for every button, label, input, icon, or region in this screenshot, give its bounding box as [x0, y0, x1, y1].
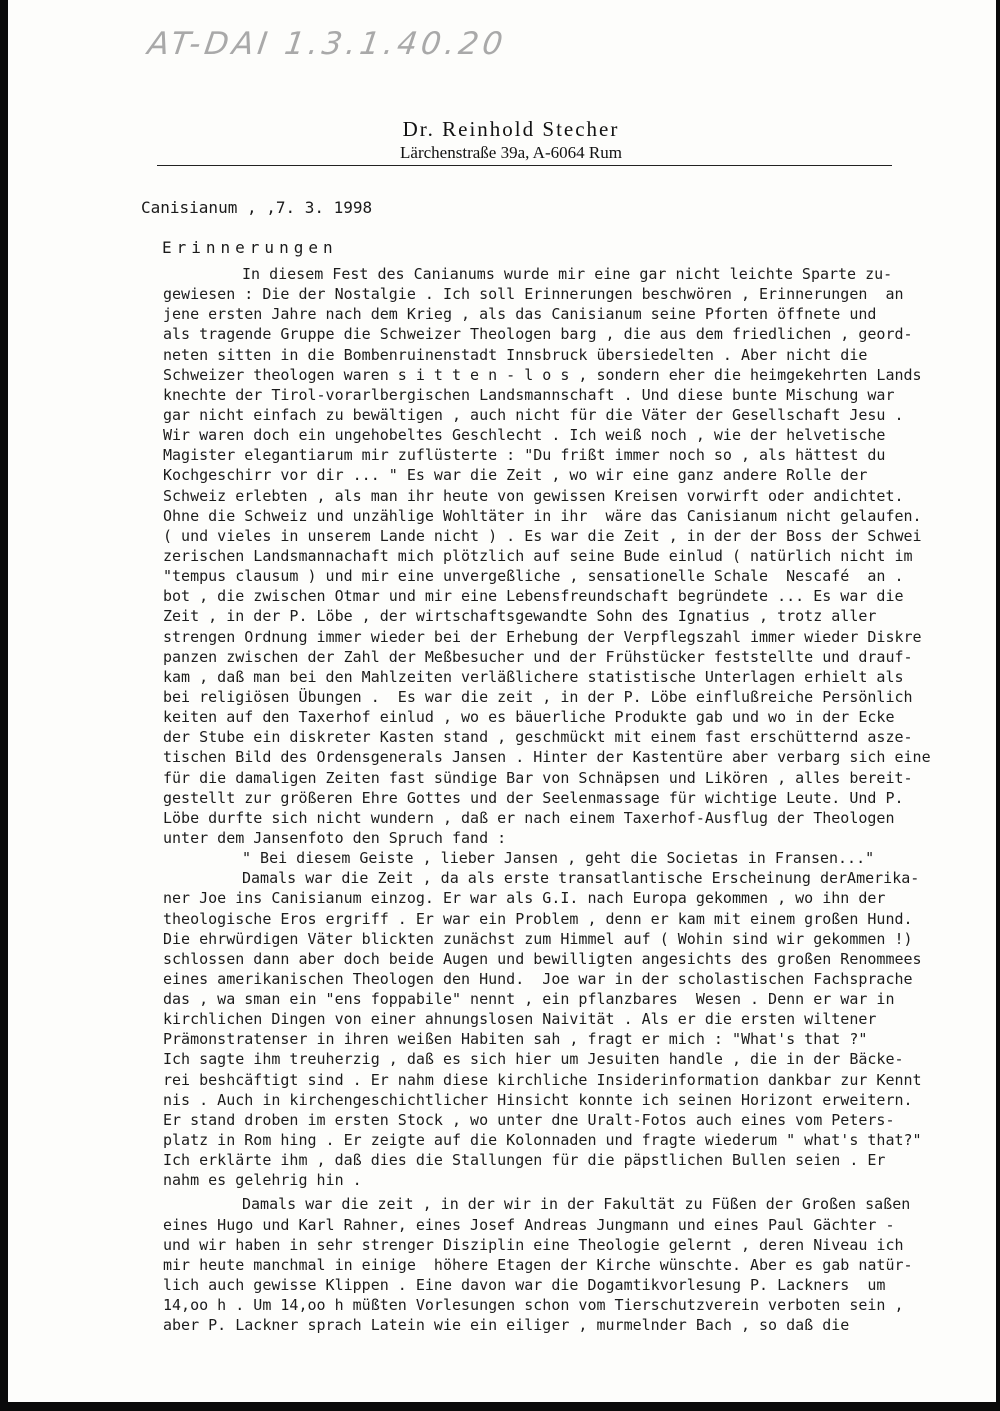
text-line: theologische Eros ergriff . Er war ein Problem , denn er kam mit einem großen Hund. [163, 909, 913, 928]
text-line: nis . Auch in kirchengeschichtlicher Hinsicht konnte ich seinen Horizont erweitern. [163, 1090, 913, 1109]
text-line: 14,oo h . Um 14,oo h müßten Vorlesungen schon vom Tierschutzverein verboten sein , [163, 1296, 904, 1315]
text-line: als tragende Gruppe die Schweizer Theologen barg , die aus dem friedlichen , geord- [163, 325, 913, 344]
text-line: bei religiösen Übungen . Es war die zeit , in der P. Löbe einflußreiche Persönlich [163, 687, 913, 706]
letterhead-address: Lärchenstraße 39a, A-6064 Rum [400, 143, 622, 162]
text-line: Löbe durfte sich nicht wundern , daß er nach einem Taxerhof-Ausflug der Theologen [163, 808, 895, 827]
text-line: schlossen dann aber doch beide Augen und bewilligten angesichts des großen Renommees [163, 949, 922, 968]
text-line: neten sitten in die Bombenruinenstadt Innsbruck übersiedelten . Aber nicht die [163, 345, 868, 364]
dateline: Canisianum , ,7. 3. 1998 [141, 198, 373, 217]
text-line: Magister elegantiarum mir zuflüsterte : "Du frißt immer noch so , als hättest du [163, 446, 886, 465]
text-line: Prämonstratenser in ihren weißen Habiten sah , fragt er mich : "What's that ?" [163, 1030, 868, 1049]
text-line: gewiesen : Die der Nostalgie . Ich soll Erinnerungen beschwören , Erinnerungen an [163, 285, 904, 304]
text-line: und wir haben in sehr strenger Disziplin eine Theologie gelernt , deren Niveau ich [163, 1235, 904, 1254]
text-line: für die damaligen Zeiten fast sündige Bar von Schnäpsen und Likören , alles bereit- [163, 768, 913, 787]
text-line: zerischen Landsmannachaft mich plötzlich auf seine Bude einlud ( natürlich nicht im [163, 546, 913, 565]
text-line: knechte der Tirol-vorarlbergischen Landsmannschaft . Und diese bunte Mischung war [163, 385, 895, 404]
document-heading: Erinnerungen [162, 238, 338, 257]
text-line: strengen Ordnung immer wieder bei der Erhebung der Verpflegszahl immer wieder Diskre [163, 627, 922, 646]
letterhead [0, 116, 1000, 164]
text-line: Kochgeschirr vor dir ... " Es war die Zeit , wo wir eine ganz andere Rolle der [163, 466, 868, 485]
text-line: ( und vieles in unserem Lande nicht ) . Es war die Zeit , in der der Boss der Schwei [163, 526, 922, 545]
text-line: Zeit , in der P. Löbe , der wirtschaftsgewandte Sohn des Ignatius , trotz aller [163, 607, 877, 626]
letterhead-name: Dr. Reinhold Stecher [402, 117, 620, 141]
text-line: Er stand droben im ersten Stock , wo unter dne Uralt-Fotos auch eines vom Peters- [163, 1110, 895, 1129]
text-line: "tempus clausum ) und mir eine unvergeßliche , sensationelle Schale Nescafé an . [163, 567, 904, 586]
text-line: gestellt zur größeren Ehre Gottes und der Seelenmassage für wichtige Leute. Und P. [163, 788, 904, 807]
text-line: Ich sagte ihm treuherzig , daß es sich hier um Jesuiten handle , die in der Bäcke- [163, 1050, 904, 1069]
text-line: Damals war die zeit , in der wir in der Fakultät zu Füßen der Großen saßen [242, 1195, 911, 1214]
text-line: unter dem Jansenfoto den Spruch fand : [163, 828, 507, 847]
letterhead-rule [157, 165, 892, 166]
text-line: eines amerikanischen Theologen den Hund. Joe war in der scholastischen Fachsprache [163, 969, 913, 988]
text-line: aber P. Lackner sprach Latein wie ein eiliger , murmelnder Bach , so daß die [163, 1316, 850, 1335]
text-line: eines Hugo und Karl Rahner, eines Josef Andreas Jungmann und eines Paul Gächter - [163, 1215, 895, 1234]
text-line: Schweizer theologen waren s i t t e n - l o s , sondern eher die heimgekehrten Lands [163, 365, 922, 384]
text-line: panzen zwischen der Zahl der Meßbesucher und der Frühstücker feststellte und drauf- [163, 647, 913, 666]
text-line: tischen Bild des Ordensgenerals Jansen . Hinter der Kastentüre aber verbarg sich eine [163, 748, 931, 767]
text-line: Schweiz erlebten , als man ihr heute von gewissen Kreisen vorwirft oder andichtet. [163, 486, 904, 505]
text-line: rei beshcäftigt sind . Er nahm diese kirchliche Insiderinformation dankbar zur Kennt [163, 1070, 922, 1089]
text-line: lich auch gewisse Klippen . Eine davon war die Dogamtikvorlesung P. Lackners um [163, 1276, 886, 1295]
text-line: das , wa sman ein "ens foppabile" nennt , ein pflanzbares Wesen . Denn er war in [163, 990, 895, 1009]
text-line: nahm es gelehrig hin . [163, 1171, 362, 1190]
text-line: kam , daß man bei den Mahlzeiten verläßlichere statistische Unterlagen erhielt als [163, 667, 904, 686]
text-line: kirchlichen Dingen von einer ahnungslosen Naivität . Als er die ersten wiltener [163, 1010, 877, 1029]
archive-signature-mark: AT-DAI 1.3.1.40.20 [145, 26, 509, 62]
text-line: jene ersten Jahre nach dem Krieg , als das Canisianum seine Pforten öffnete und [163, 305, 877, 324]
text-line: Wir waren doch ein ungehobeltes Geschlecht . Ich weiß noch , wie der helvetische [163, 426, 886, 445]
text-line: Ich erklärte ihm , daß dies die Stallungen für die päpstlichen Bullen seien . Er [163, 1151, 886, 1170]
letter-body [163, 264, 983, 1335]
text-line: mir heute manchmal in einige höhere Etagen der Kirche wünschte. Aber es gab natür- [163, 1255, 913, 1274]
text-line: platz in Rom hing . Er zeigte auf die Kolonnaden und fragte wiederum " what's that?" [163, 1131, 922, 1150]
text-line: der Stube ein diskreter Kasten stand , geschmückt mit einem fast erschütternd asze- [163, 728, 913, 747]
text-line: In diesem Fest des Canianums wurde mir eine gar nicht leichte Sparte zu- [242, 265, 893, 283]
text-line: " Bei diesem Geiste , lieber Jansen , geht die Societas in Fransen..." [242, 849, 875, 868]
text-line: Ohne die Schweiz und unzählige Wohltäter in ihr wäre das Canisianum nicht gelaufen. [163, 506, 922, 525]
text-line: Damals war die Zeit , da als erste transatlantische Erscheinung derAmerika- [242, 869, 920, 888]
text-line: keiten auf den Taxerhof einlud , wo es bäuerliche Produkte gab und wo in der Ecke [163, 708, 895, 727]
text-line: ner Joe ins Canisianum einzog. Er war als G.I. nach Europa gekommen , wo ihn der [163, 889, 886, 908]
text-line: bot , die zwischen Otmar und mir eine Lebensfreundschaft begründete ... Es war die [163, 587, 904, 606]
text-line: Die ehrwürdigen Väter blickten zunächst zum Himmel auf ( Wohin sind wir gekommen !) [163, 929, 913, 948]
text-line: gar nicht einfach zu bewältigen , auch nicht für die Väter der Gesellschaft Jesu . [163, 405, 904, 424]
